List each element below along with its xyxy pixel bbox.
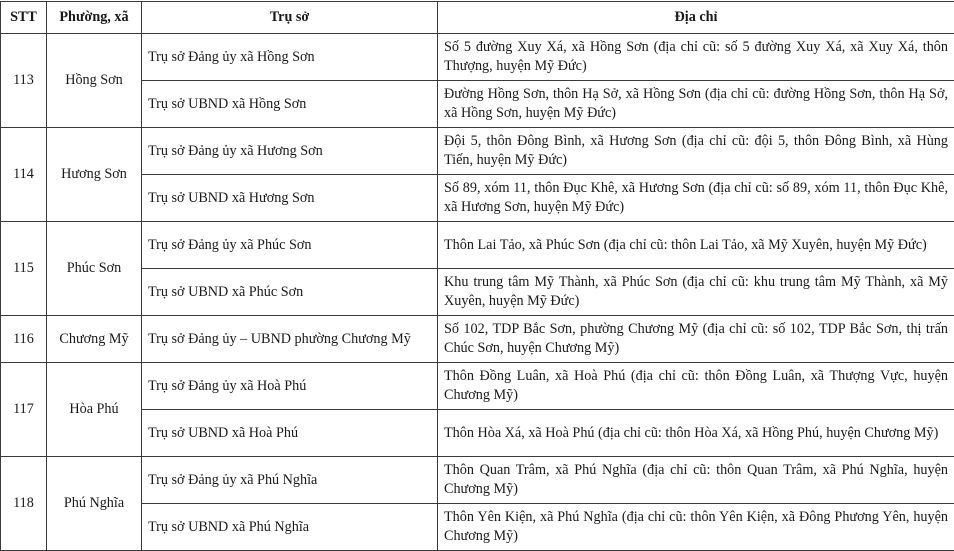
cell-ward: Hòa Phú (47, 363, 142, 457)
table-row (1, 457, 954, 504)
cell-ward: Phú Nghĩa (47, 457, 142, 551)
cell-office: Trụ sở UBND xã Phúc Sơn (142, 269, 438, 316)
cell-address: Đội 5, thôn Đông Bình, xã Hương Sơn (địa chỉ cũ: đội 5, thôn Đông Bình, xã Hùng Tiến, huyện Mỹ Đức) (438, 128, 954, 175)
cell-stt: 115 (1, 222, 47, 316)
cell-office: Trụ sở UBND xã Phú Nghĩa (142, 504, 438, 551)
header-address: Địa chỉ (438, 2, 954, 34)
table-row (1, 128, 954, 175)
cell-stt: 118 (1, 457, 47, 551)
cell-office: Trụ sở UBND xã Hương Sơn (142, 175, 438, 222)
cell-address: Số 5 đường Xuy Xá, xã Hồng Sơn (địa chỉ cũ: số 5 đường Xuy Xá, xã Xuy Xá, thôn Thượng, huyện Mỹ Đức) (438, 34, 954, 81)
table-row (1, 34, 954, 81)
cell-office: Trụ sở Đảng ủy – UBND phường Chương Mỹ (142, 316, 438, 363)
table-row (1, 175, 954, 222)
header-office: Trụ sở (142, 2, 438, 34)
cell-address: Thôn Quan Trâm, xã Phú Nghĩa (địa chỉ cũ: thôn Quan Trâm, xã Phú Nghĩa, huyện Chương Mỹ) (438, 457, 954, 504)
cell-address: Thôn Đồng Luân, xã Hoà Phú (địa chỉ cũ: thôn Đồng Luân, xã Thượng Vực, huyện Chương Mỹ) (438, 363, 954, 410)
cell-stt: 113 (1, 34, 47, 128)
cell-stt: 116 (1, 316, 47, 363)
cell-address: Khu trung tâm Mỹ Thành, xã Phúc Sơn (địa chỉ cũ: khu trung tâm Mỹ Thành, xã Mỹ Xuyên, huyện Mỹ Đức) (438, 269, 954, 316)
cell-office: Trụ sở Đảng ủy xã Hồng Sơn (142, 34, 438, 81)
cell-office: Trụ sở UBND xã Hồng Sơn (142, 81, 438, 128)
header-stt: STT (1, 2, 47, 34)
cell-address: Thôn Hòa Xá, xã Hoà Phú (địa chỉ cũ: thôn Hòa Xá, xã Hồng Phú, huyện Chương Mỹ) (438, 410, 954, 457)
table-header-row (1, 2, 954, 34)
cell-office: Trụ sở Đảng ủy xã Hương Sơn (142, 128, 438, 175)
office-address-table (0, 1, 954, 551)
cell-office: Trụ sở Đảng ủy xã Phúc Sơn (142, 222, 438, 269)
table-row (1, 81, 954, 128)
cell-office: Trụ sở Đảng ủy xã Hoà Phú (142, 363, 438, 410)
cell-ward: Phúc Sơn (47, 222, 142, 316)
cell-ward: Hồng Sơn (47, 34, 142, 128)
cell-address: Thôn Lai Tảo, xã Phúc Sơn (địa chỉ cũ: thôn Lai Tảo, xã Mỹ Xuyên, huyện Mỹ Đức) (438, 222, 954, 269)
office-address-table-container (0, 1, 954, 551)
table-row (1, 410, 954, 457)
cell-ward: Chương Mỹ (47, 316, 142, 363)
cell-stt: 117 (1, 363, 47, 457)
cell-office: Trụ sở UBND xã Hoà Phú (142, 410, 438, 457)
cell-address: Số 102, TDP Bắc Sơn, phường Chương Mỹ (địa chỉ cũ: số 102, TDP Bắc Sơn, thị trấn Chúc Sơn, huyện Chương Mỹ) (438, 316, 954, 363)
table-row (1, 222, 954, 269)
cell-address: Thôn Yên Kiện, xã Phú Nghĩa (địa chỉ cũ: thôn Yên Kiện, xã Đông Phương Yên, huyện Chương Mỹ) (438, 504, 954, 551)
table-row (1, 269, 954, 316)
table-row (1, 363, 954, 410)
cell-ward: Hương Sơn (47, 128, 142, 222)
cell-address: Số 89, xóm 11, thôn Đục Khê, xã Hương Sơn (địa chỉ cũ: số 89, xóm 11, thôn Đục Khê, xã Hương Sơn, huyện Mỹ Đức) (438, 175, 954, 222)
cell-address: Đường Hồng Sơn, thôn Hạ Sở, xã Hồng Sơn (địa chỉ cũ: đường Hồng Sơn, thôn Hạ Sở, xã Hồng Sơn, huyện Mỹ Đức) (438, 81, 954, 128)
table-row (1, 504, 954, 551)
cell-office: Trụ sở Đảng ủy xã Phú Nghĩa (142, 457, 438, 504)
header-ward: Phường, xã (47, 2, 142, 34)
cell-stt: 114 (1, 128, 47, 222)
table-row (1, 316, 954, 363)
